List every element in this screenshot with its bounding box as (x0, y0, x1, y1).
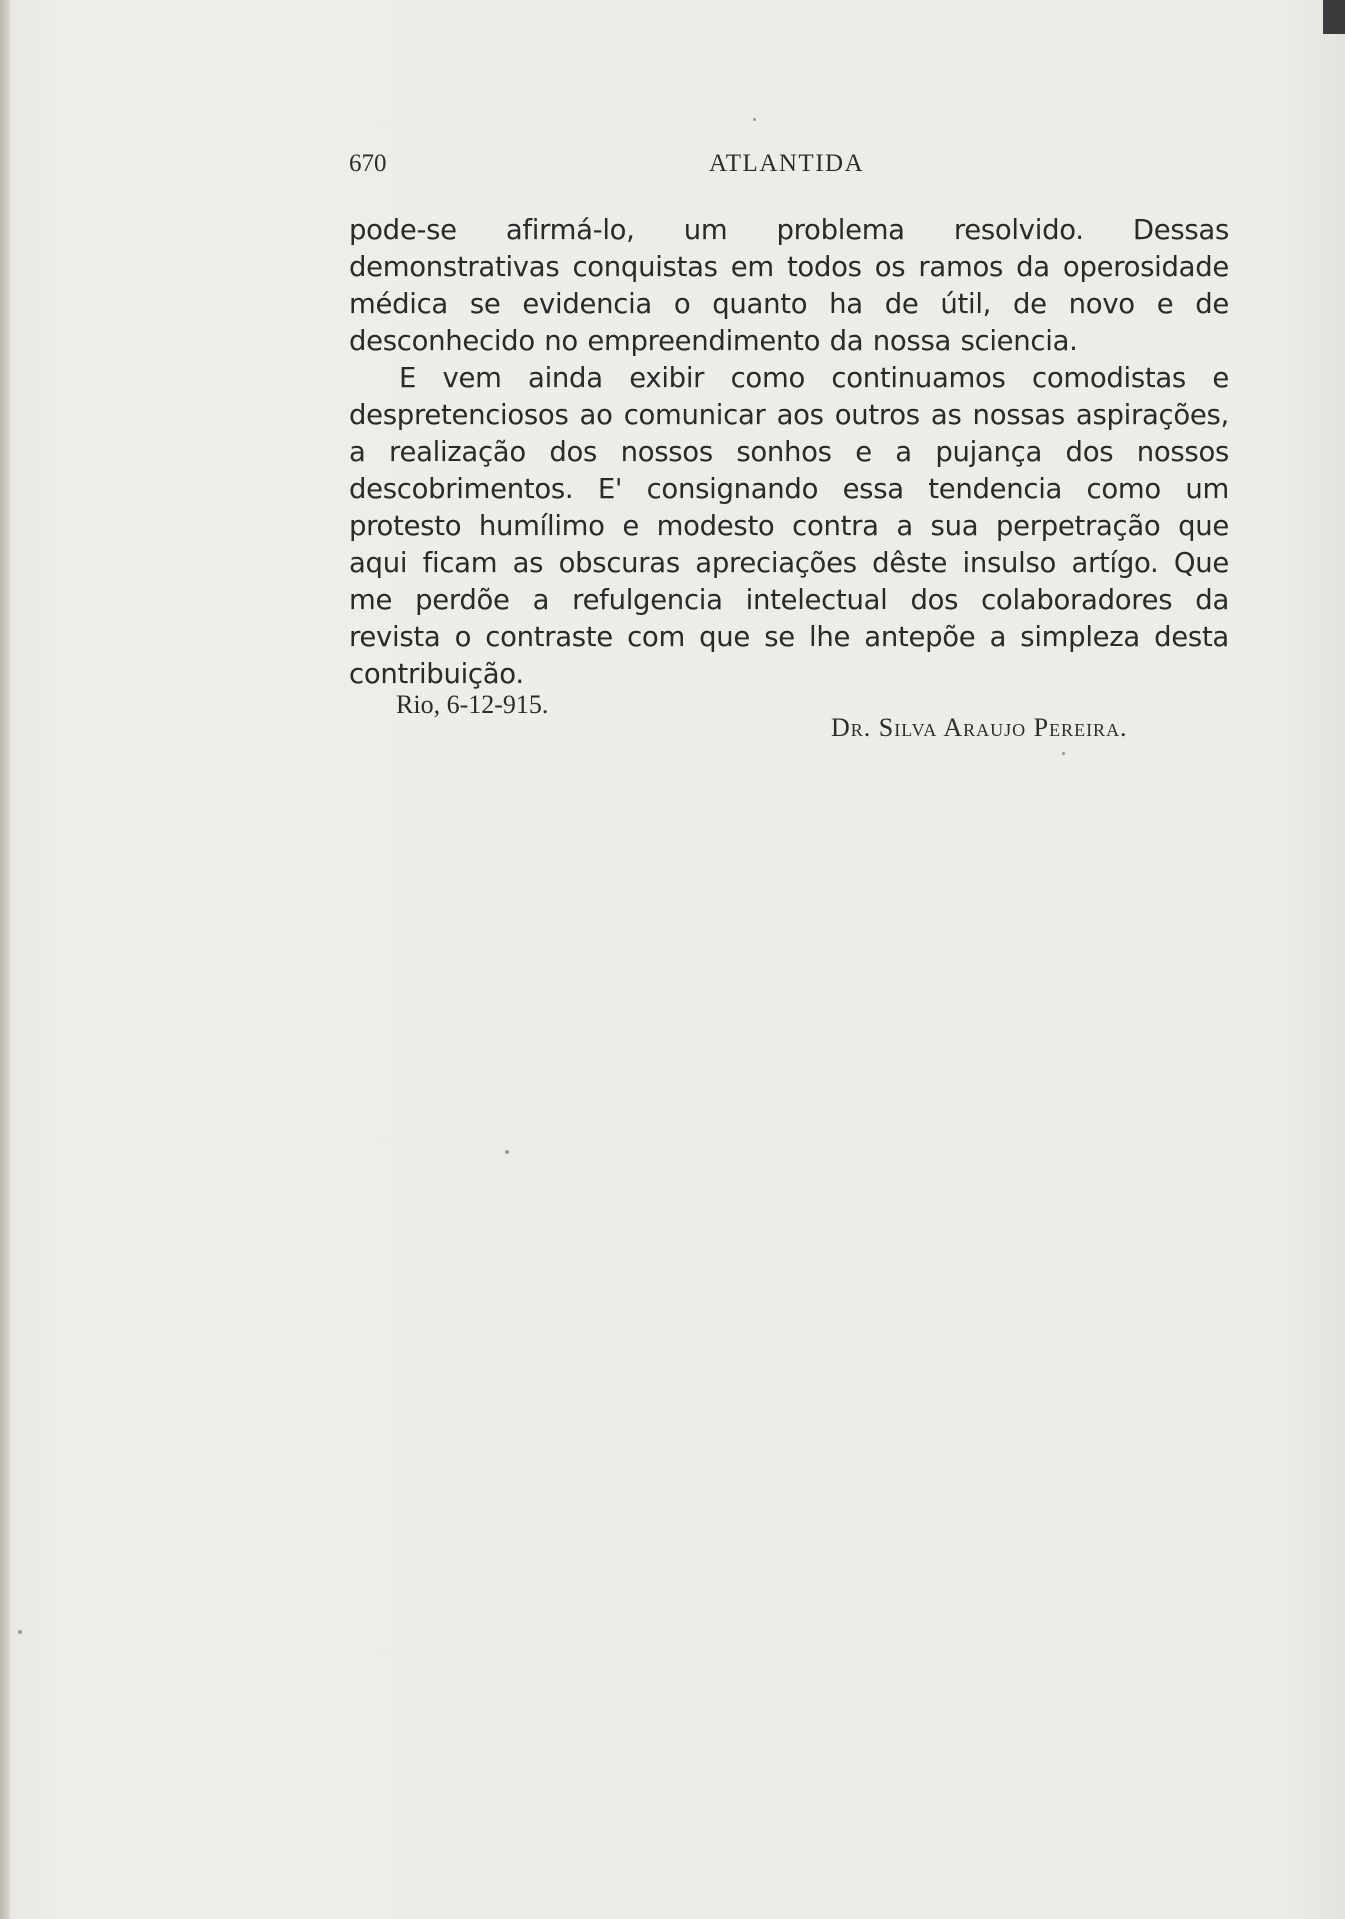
journal-title: ATLANTIDA (709, 150, 865, 177)
paper-speck (1062, 752, 1065, 755)
paper-speck (18, 1630, 22, 1634)
author-signature: Dr. Silva Araujo Pereira. (831, 713, 1128, 742)
dateline: Rio, 6-12-915. (396, 690, 549, 719)
page-number: 670 (349, 150, 387, 177)
paper-speck (753, 118, 756, 121)
paper-speck (505, 1150, 509, 1154)
scan-corner (1323, 0, 1345, 34)
paragraph-2: E vem ainda exibir como continuamos comodistas e despretenciosos ao comunicar aos outros as nossas aspirações, a realização dos nossos sonhos e a pujança dos nossos descobrimentos. E' consignando essa tendencia como um protesto humílimo e modesto contra a sua perpetração que aqui ficam as obscuras apreciações dêste insulso artígo. Que me perdõe a refulgencia intelectual dos colaboradores da revista o contraste com que se lhe antepõe a simpleza desta contribuição. (349, 362, 1229, 690)
paragraph-1: pode-se afirmá-lo, um problema resolvido. Dessas demonstrativas conquistas em todos os ramos da operosidade médica se evidencia o quanto ha de útil, de novo e de desconhecido no empreendimento da nossa sciencia. (349, 214, 1229, 357)
page-edge-shadow (0, 0, 10, 1919)
running-head (349, 150, 1222, 186)
article-body (349, 212, 1229, 693)
